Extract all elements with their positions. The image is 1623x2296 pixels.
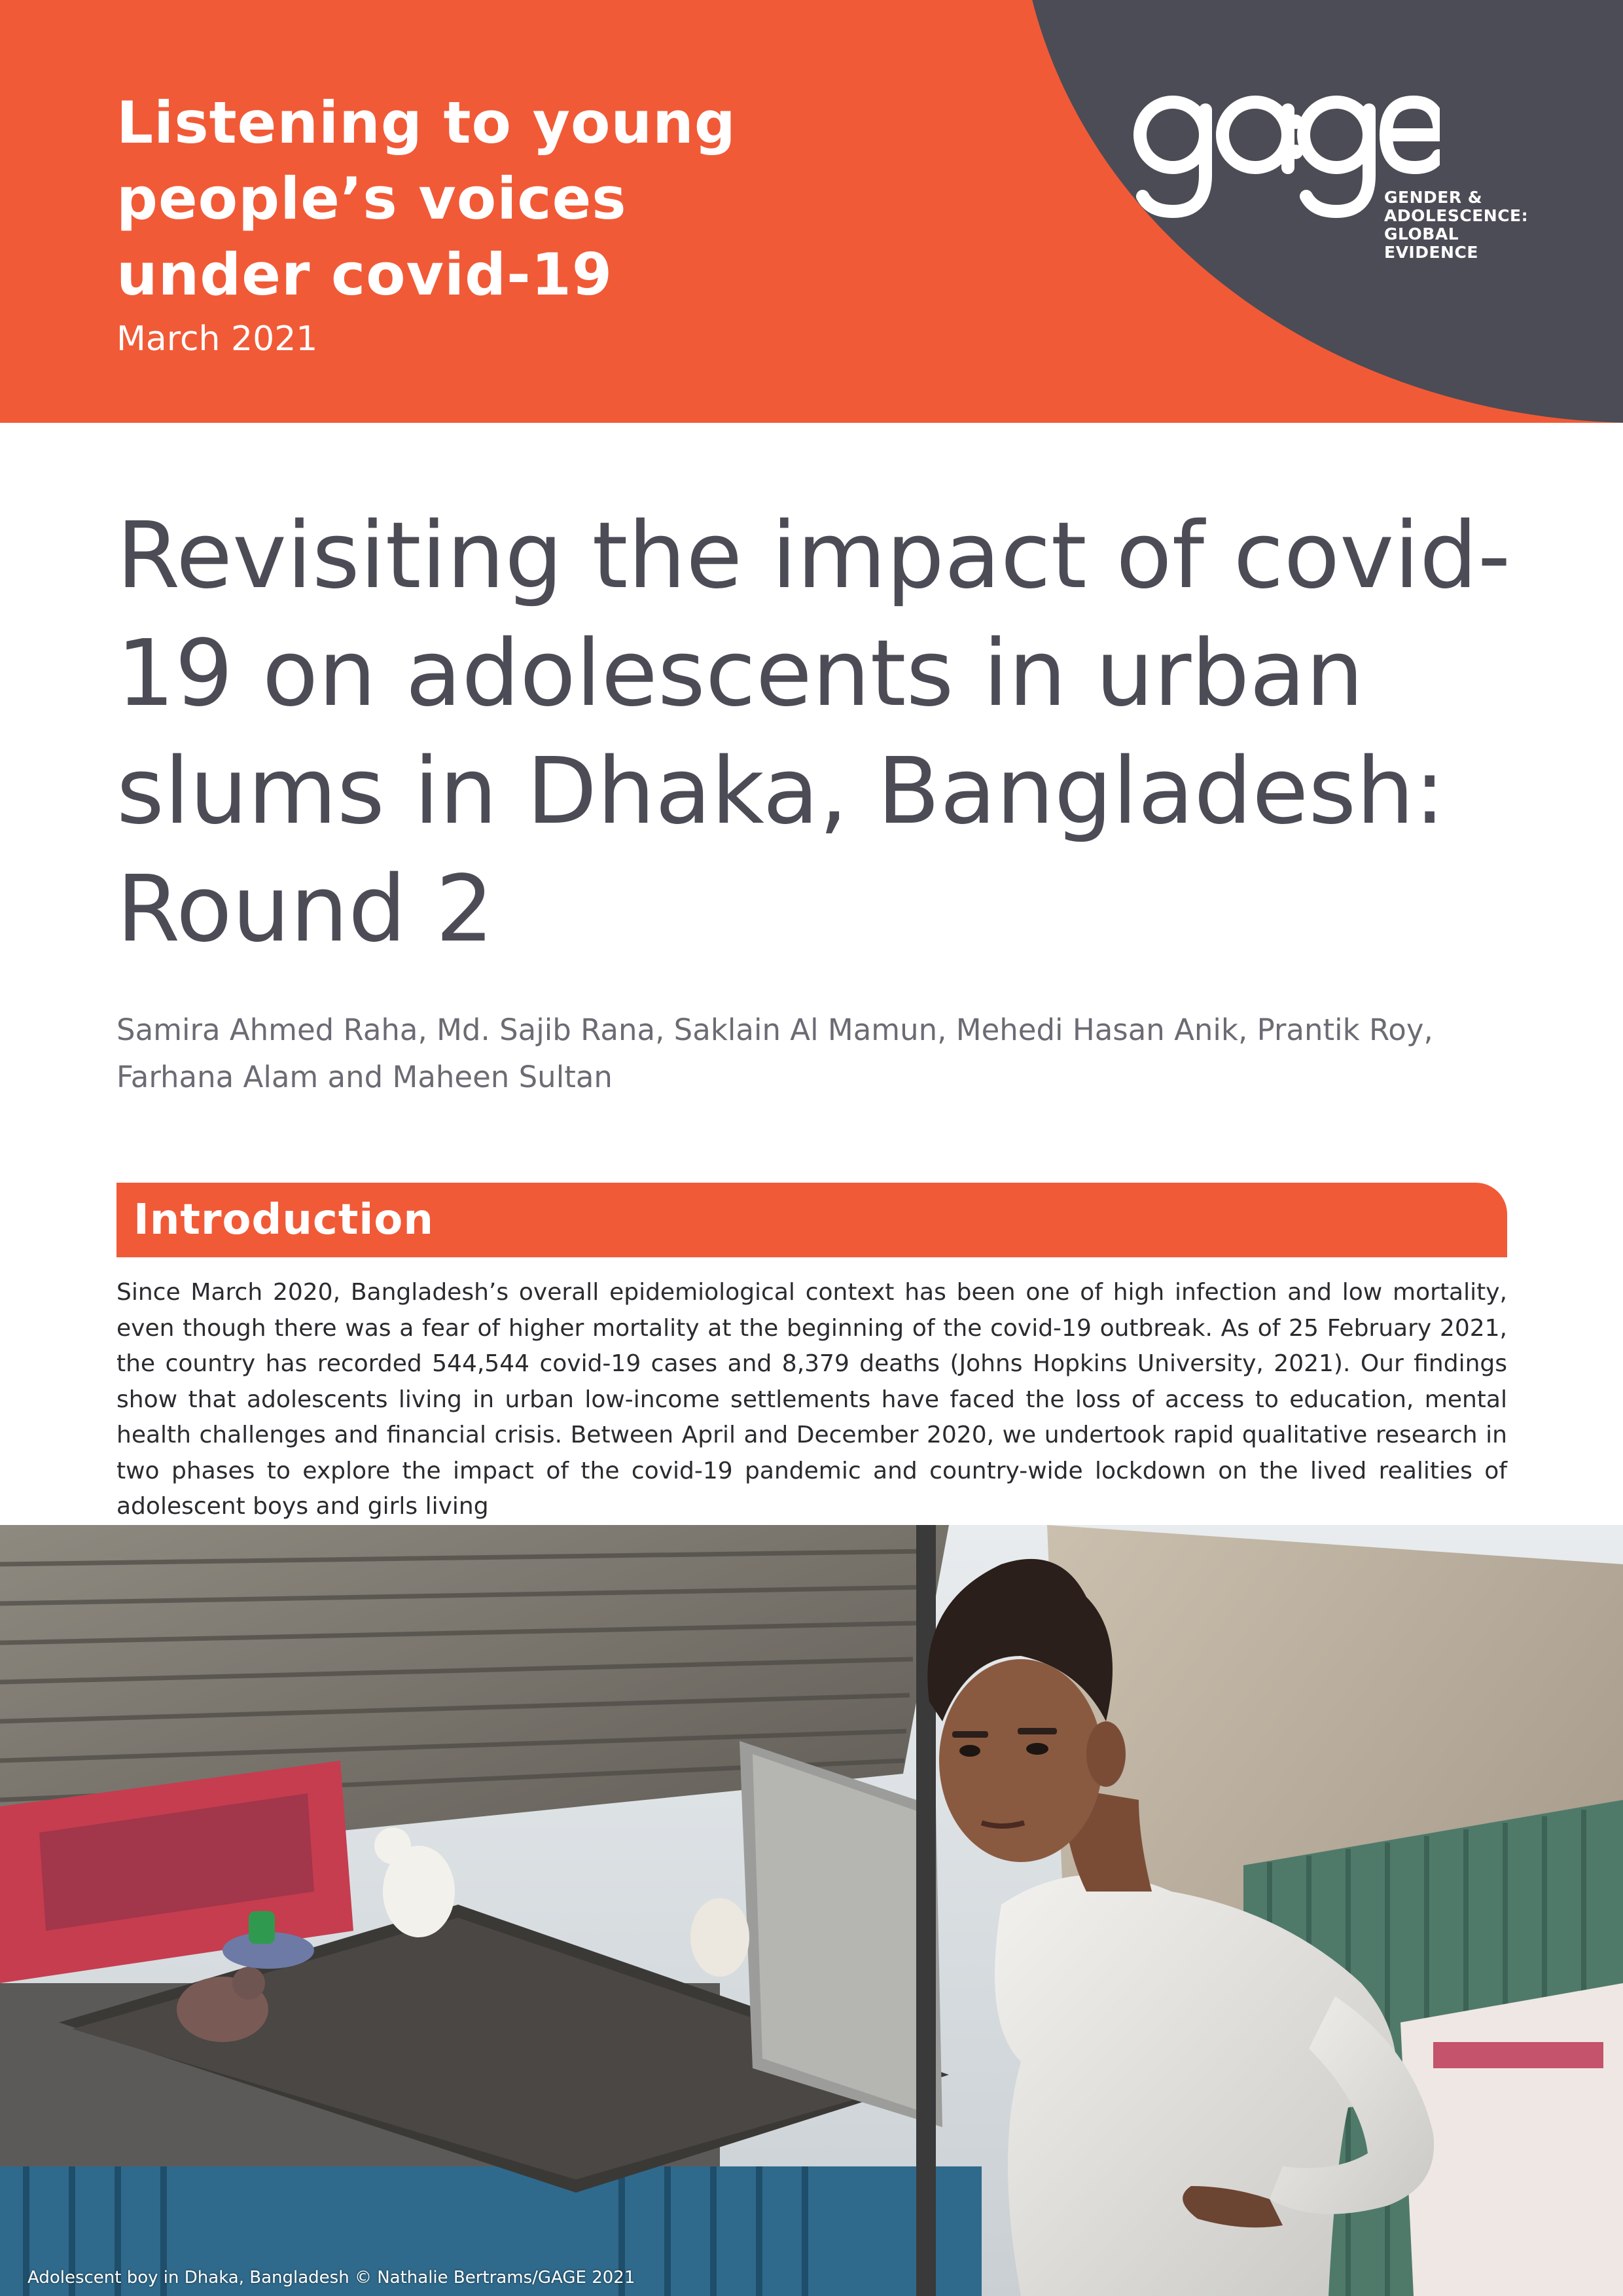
- logo-tagline: [1384, 188, 1528, 262]
- publication-date: March 2021: [116, 319, 318, 359]
- logo-tagline-line: ADOLESCENCE:: [1384, 206, 1529, 225]
- series-title: Listening to young people’s voices under covid-19: [116, 89, 736, 308]
- photo-illustration: [0, 1525, 1623, 2296]
- logo-tagline-line: GENDER &: [1384, 188, 1483, 207]
- logo-tagline-line: GLOBAL: [1384, 224, 1459, 243]
- photo-caption: Adolescent boy in Dhaka, Bangladesh © Nathalie Bertrams/GAGE 2021: [27, 2268, 635, 2287]
- page-title: Revisiting the impact of covid-19 on adolescents in urban slums in Dhaka, Bangladesh: Round 2: [116, 503, 1511, 963]
- cover-photo: [0, 1525, 1623, 2296]
- gage-logo: [1132, 84, 1538, 267]
- author-list: Samira Ahmed Raha, Md. Sajib Rana, Saklain Al Mamun, Mehedi Hasan Anik, Prantik Roy, Farhana Alam and Maheen Sultan: [116, 1013, 1433, 1094]
- introduction-paragraph: Since March 2020, Bangladesh’s overall epidemiological context has been one of high infection and low mortality, even though there was a fear of higher mortality at the beginning of the covid-19 outbreak. As of 25 February 2021, the country has recorded 544,544 covid-19 cases and 8,379 deaths (Johns Hopkins University, 2021). Our findings show that adolescents living in urban low-income settlements have faced the loss of access to education, mental health challenges and financial crisis. Between April and December 2020, we undertook rapid qualitative research in two phases to explore the impact of the covid-19 pandemic and country-wide lockdown on the lived realities of adolescent boys and girls living: [116, 1279, 1507, 1520]
- logo-tagline-line: EVIDENCE: [1384, 243, 1478, 262]
- section-heading: Introduction: [134, 1196, 434, 1244]
- header-banner: [0, 0, 1623, 423]
- section-heading-bar: [116, 1183, 1507, 1257]
